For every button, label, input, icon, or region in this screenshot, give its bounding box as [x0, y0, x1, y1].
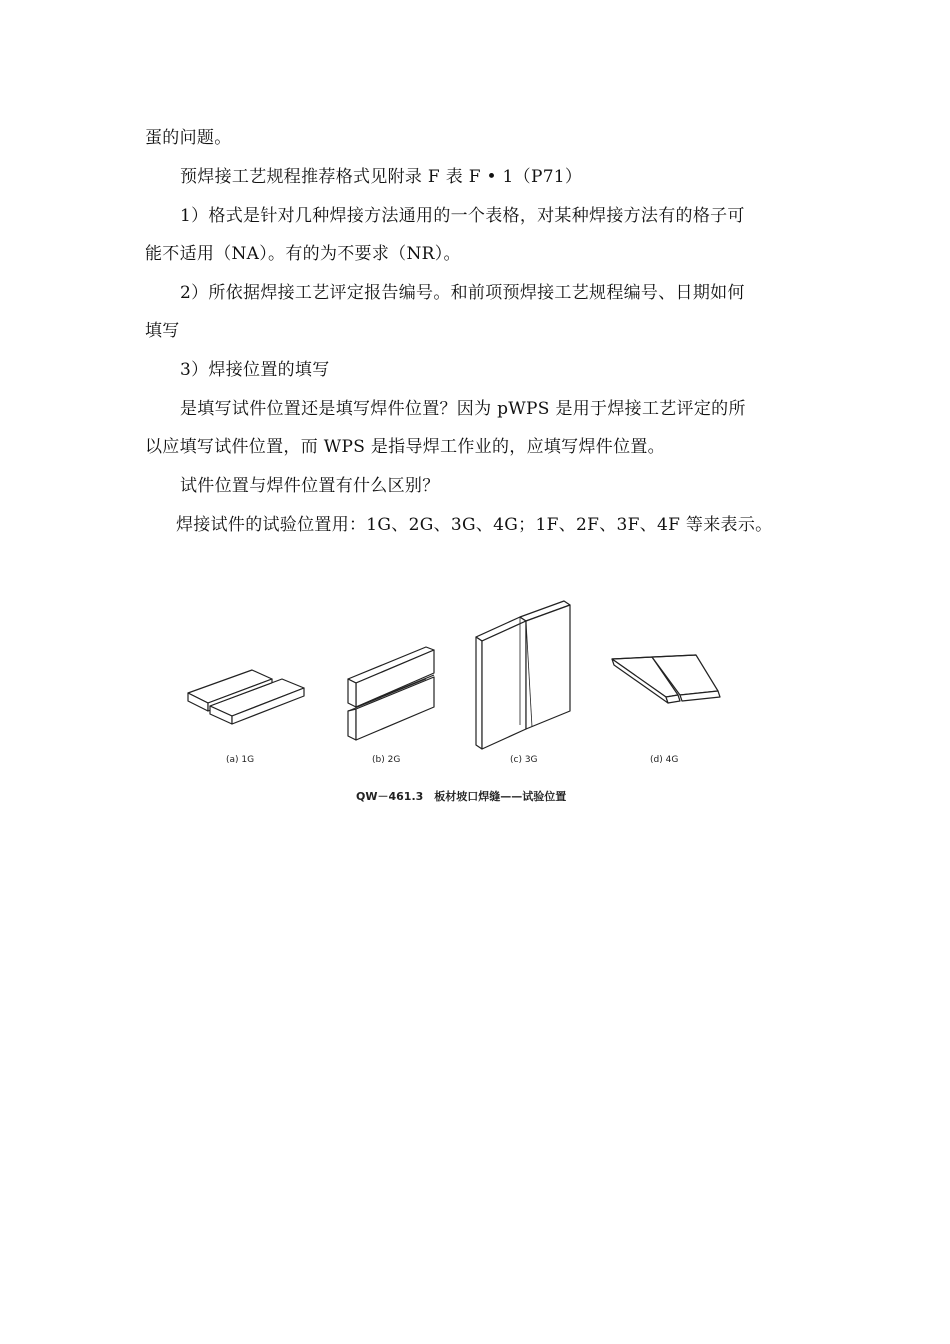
paragraph-line: 能不适用（NA）。有的为不要求（NR）。 [145, 244, 461, 264]
welding-positions-illustration [180, 595, 740, 815]
paragraph-line: 焊接试件的试验位置用：1G、2G、3G、4G；1F、2F、3F、4F 等来表示。 [176, 515, 773, 535]
figure-sublabel-4g: (d) 4G [650, 755, 679, 765]
paragraph-line: 1）格式是针对几种焊接方法通用的一个表格，对某种焊接方法有的格子可 [180, 206, 745, 226]
paragraph-line: 以应填写试件位置，而 WPS 是指导焊工作业的，应填写焊件位置。 [145, 437, 665, 457]
figure-sublabel-1g: (a) 1G [226, 755, 255, 765]
position-2g-plates [348, 647, 434, 740]
figure-caption: QW－461.3 板材坡口焊缝——试验位置 [356, 790, 567, 803]
welding-positions-figure [180, 595, 740, 815]
paragraph-line: 填写 [145, 321, 180, 341]
paragraph-line: 试件位置与焊件位置有什么区别？ [180, 476, 440, 496]
paragraph-line: 蛋的问题。 [145, 128, 232, 148]
figure-sublabel-3g: (c) 3G [510, 755, 538, 765]
position-1g-plates [188, 670, 304, 724]
paragraph-line: 2）所依据焊接工艺评定报告编号。和前项预焊接工艺规程编号、日期如何 [180, 283, 745, 303]
paragraph-line: 是填写试件位置还是填写焊件位置？因为 pWPS 是用于焊接工艺评定的所 [180, 399, 746, 419]
position-3g-plates [476, 601, 570, 749]
figure-sublabel-2g: (b) 2G [372, 755, 401, 765]
paragraph-line: 预焊接工艺规程推荐格式见附录 F 表 F • 1（P71） [180, 167, 583, 187]
position-4g-plates [612, 655, 720, 703]
paragraph-line: 3）焊接位置的填写 [180, 360, 330, 380]
